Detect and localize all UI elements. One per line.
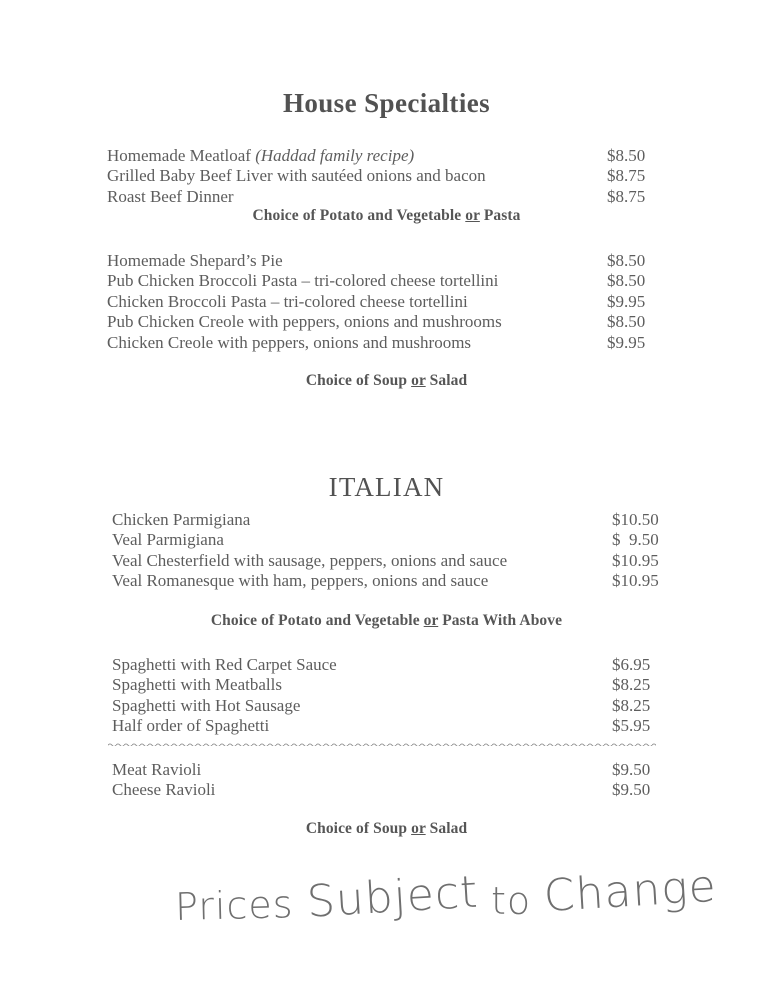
menu-item-name: Spaghetti with Meatballs — [112, 675, 282, 695]
menu-item-name: Spaghetti with Red Carpet Sauce — [112, 655, 337, 674]
menu-item-price: $8.25 — [612, 695, 651, 715]
footnote-or: or — [411, 372, 426, 389]
menu-item-row — [112, 530, 672, 550]
menu-item-row — [112, 510, 672, 530]
section-title-italian: ITALIAN — [328, 472, 445, 502]
menu-item-row — [112, 571, 672, 591]
menu-item-row — [107, 251, 667, 271]
footnote-part: Pasta With Above — [438, 612, 563, 629]
menu-item-name: Pub Chicken Broccoli Pasta – tri-colored cheese tortellini — [107, 271, 499, 291]
footnote-choice-soup-salad-italian — [0, 820, 773, 838]
menu-item-row — [112, 655, 672, 675]
menu-item-name: Roast Beef Dinner — [107, 186, 234, 206]
menu-item-name: Cheese Ravioli — [112, 780, 216, 800]
handwritten-word: Prices — [174, 882, 295, 929]
footnote-choice-potato-vegetable-pasta-with-above — [0, 612, 773, 630]
menu-item-price: $9.50 — [612, 780, 651, 800]
menu-item-row — [107, 271, 667, 291]
menu-item-row — [112, 675, 672, 695]
handwritten-note-prices-subject-to-change — [174, 860, 719, 931]
footnote-or: or — [411, 820, 426, 837]
wavy-divider — [108, 740, 656, 746]
footnote-part: Choice of Soup — [305, 372, 412, 389]
menu-item-price: $8.25 — [612, 675, 651, 695]
menu-item-name: Pub Chicken Creole with peppers, onions and mushrooms — [107, 312, 502, 332]
menu-item-price: $8.50 — [607, 312, 646, 332]
footnote-choice-soup-salad-house — [0, 372, 773, 390]
italian-group-1-items — [112, 510, 672, 592]
footnote-part: Salad — [425, 372, 468, 389]
menu-item-price: $9.95 — [607, 332, 646, 352]
menu-item-price: $10.95 — [612, 550, 659, 570]
menu-item-name: Chicken Creole with peppers, onions and mushrooms — [107, 332, 472, 352]
menu-item-name: Veal Chesterfield with sausage, peppers, onions and sauce — [112, 550, 508, 570]
menu-item-price: $9.95 — [607, 291, 646, 311]
handwritten-word: Subject — [305, 866, 480, 928]
footnote-or: or — [465, 207, 480, 224]
menu-item-price: $5.95 — [612, 716, 651, 736]
house-group-2-items — [107, 251, 667, 353]
menu-item-price: $8.75 — [607, 166, 646, 186]
menu-item-name: Grilled Baby Beef Liver with sautéed onions and bacon — [107, 166, 486, 186]
menu-item-name: Veal Romanesque with ham, peppers, onions and sauce — [112, 571, 489, 591]
menu-item-price: $10.95 — [612, 571, 659, 591]
menu-item-note: (Haddad family recipe) — [255, 146, 415, 165]
menu-item-row — [107, 292, 667, 312]
menu-item-row — [107, 333, 667, 353]
menu-item-row — [112, 551, 672, 571]
menu-item-price: $ 9.50 — [612, 530, 659, 550]
menu-item-price: $9.50 — [612, 760, 651, 779]
menu-item-name: Chicken Broccoli Pasta – tri-colored cheese tortellini — [107, 291, 468, 311]
menu-item-row — [107, 146, 667, 166]
menu-item-row — [107, 312, 667, 332]
menu-item-name: Chicken Parmigiana — [112, 510, 251, 529]
section-italian — [0, 472, 773, 503]
menu-item-name: Meat Ravioli — [112, 760, 202, 779]
menu-item-row — [107, 166, 667, 186]
section-title-house-specialties: House Specialties — [282, 88, 491, 118]
menu-item-price: $8.50 — [607, 146, 646, 165]
footnote-part: Choice of Soup — [305, 820, 412, 837]
handwritten-word: Change — [542, 860, 719, 922]
menu-item-price: $8.75 — [607, 186, 646, 206]
handwritten-word: to — [491, 878, 532, 923]
menu-item-row — [112, 780, 672, 800]
menu-item-name: Veal Parmigiana — [112, 530, 224, 550]
section-house-specialties — [0, 88, 773, 119]
menu-item-name: Homemade Shepard’s Pie — [107, 251, 283, 270]
footnote-or: or — [423, 612, 439, 629]
menu-item-row — [112, 760, 672, 780]
menu-item-price: $8.50 — [607, 271, 646, 291]
menu-item-row — [112, 696, 672, 716]
menu-item-price: $10.50 — [612, 510, 659, 529]
house-group-1-items — [107, 146, 667, 207]
footnote-part: Salad — [425, 820, 468, 837]
menu-item-name: Spaghetti with Hot Sausage — [112, 695, 301, 715]
menu-item-name: Homemade Meatloaf (Haddad family recipe) — [107, 146, 415, 165]
italian-group-2-items — [112, 655, 672, 737]
footnote-choice-potato-vegetable-pasta — [0, 207, 773, 225]
menu-item-price: $6.95 — [612, 655, 651, 674]
italian-group-3-items — [112, 760, 672, 801]
menu-item-row — [112, 716, 672, 736]
footnote-part: Choice of Potato and Vegetable — [210, 612, 424, 629]
footnote-part: Choice of Potato and Vegetable — [252, 207, 466, 224]
menu-item-row — [107, 187, 667, 207]
menu-item-price: $8.50 — [607, 251, 646, 270]
menu-item-name: Half order of Spaghetti — [112, 716, 270, 736]
footnote-part: Pasta — [479, 207, 521, 224]
